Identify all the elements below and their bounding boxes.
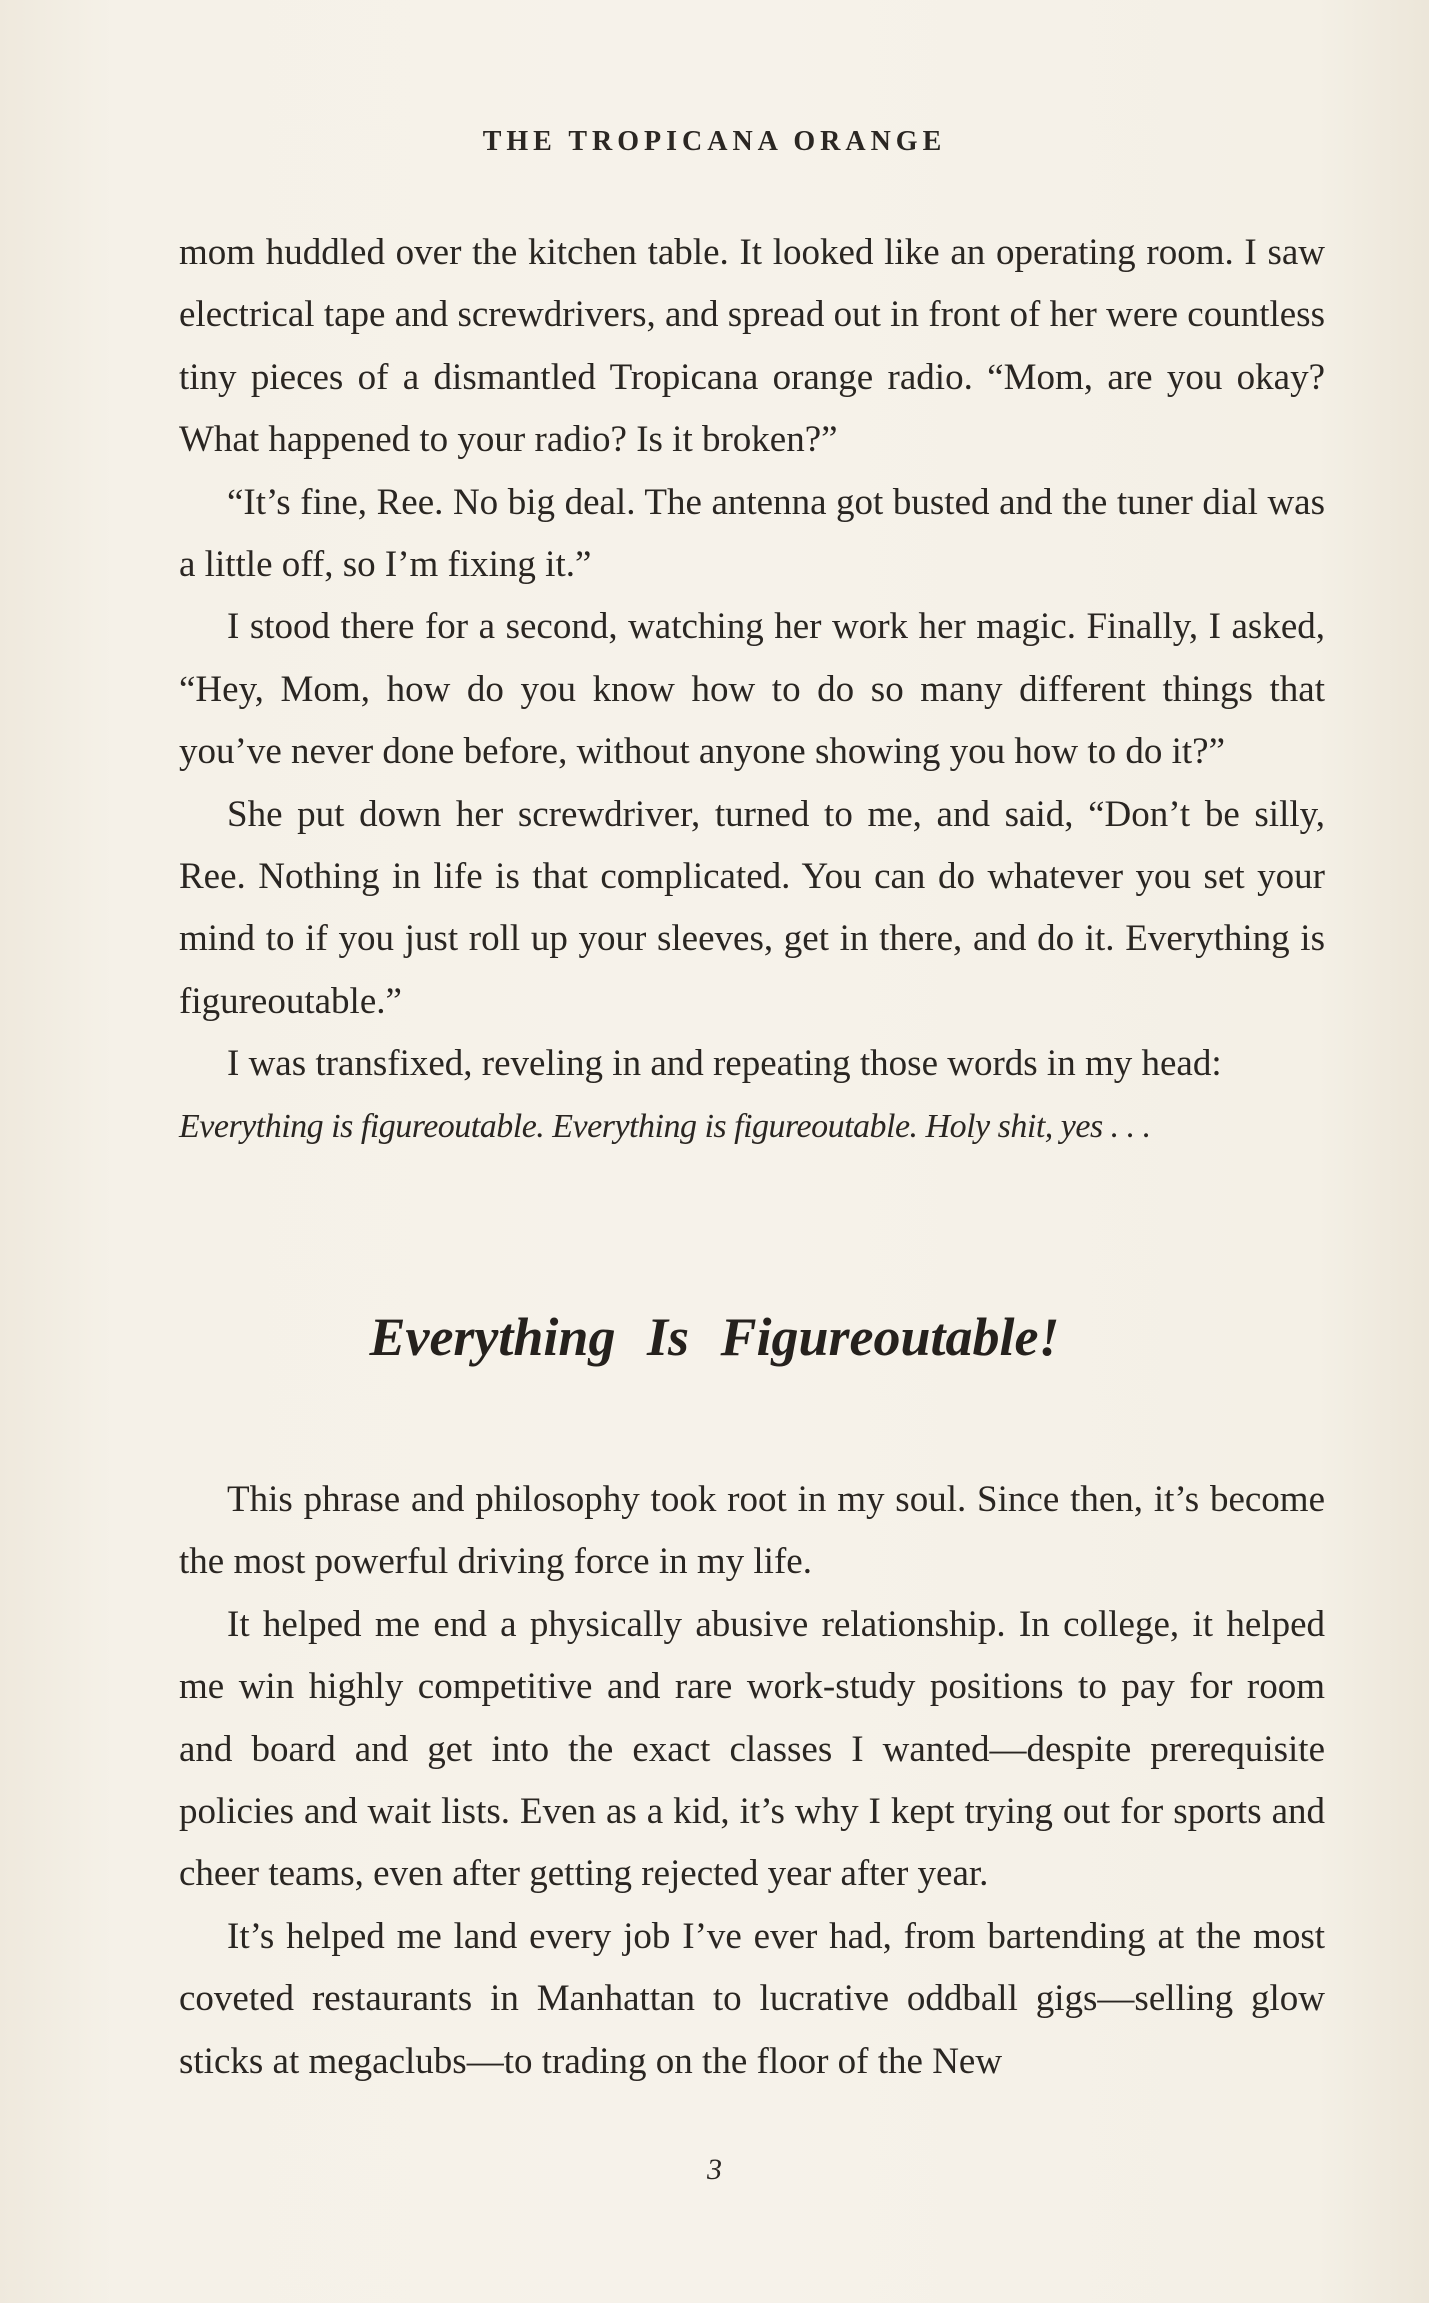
paragraph: “It’s fine, Ree. No big deal. The antenna got busted and the tuner dial was a little off, so I’m fixing it.” [179, 481, 1325, 586]
running-head: THE TROPICANA ORANGE [482, 126, 947, 157]
section-heading: Everything Is Figureoutable! [369, 1307, 1060, 1367]
paragraph: mom huddled over the kitchen table. It looked like an operating room. I saw electrical tape and screwdrivers, and spread out in front of her were countless tiny pieces of a dismantled Tropicana orange radio. “Mom, are you okay? What happened to your radio? Is it broken?” [179, 232, 1325, 461]
paragraph: She put down her screwdriver, turned to me, and said, “Don’t be silly, Ree. Nothing in life is that complicated. You can do whatever you set your mind to if you just roll up your sleeves, get in there, and do it. Everything is figureoutable.” [179, 793, 1325, 1022]
paragraph: It’s helped me land every job I’ve ever had, from bartending at the most coveted restaurants in Manhattan to lucrative oddball gigs—selling glow sticks at megaclubs—to trading on the floor of the New [179, 1915, 1325, 2082]
body-text-top [179, 222, 1325, 1158]
paragraph: I was transfixed, reveling in and repeating those words in my head: [227, 1043, 1222, 1085]
paragraph: This phrase and philosophy took root in my soul. Since then, it’s become the most powerful driving force in my life. [179, 1479, 1325, 1583]
paragraph: I stood there for a second, watching her work her magic. Finally, I asked, “Hey, Mom, how do you know how to do so many different things that you’ve never done before, without anyone showing you how to do it?” [179, 606, 1325, 773]
page-number: 3 [707, 2153, 722, 2186]
italic-line: Everything is figureoutable. Everything is figureoutable. Holy shit, yes . . . [179, 1107, 1151, 1145]
paragraph: It helped me end a physically abusive relationship. In college, it helped me win highly competitive and rare work-study positions to pay for room and board and get into the exact classes I wanted—despite prerequisite policies and wait lists. Even as a kid, it’s why I kept trying out for sports and cheer teams, even after getting rejected year after year. [179, 1603, 1325, 1895]
body-text-bottom [179, 1469, 1325, 2093]
